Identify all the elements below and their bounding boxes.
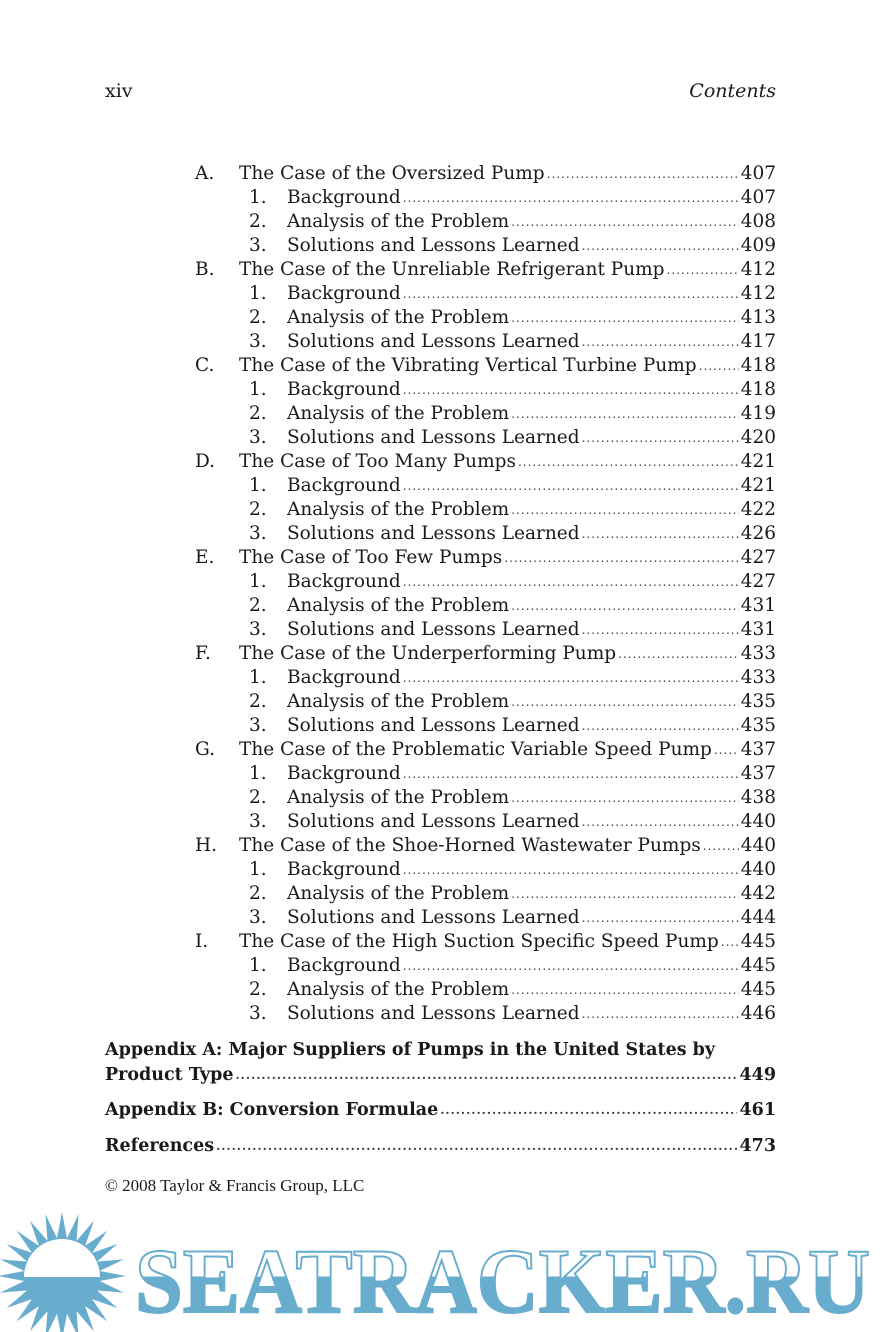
toc-subentry[interactable] xyxy=(287,282,776,306)
subsection-number: 3. xyxy=(249,811,267,832)
dot-leader xyxy=(509,690,739,714)
dot-leader xyxy=(401,474,739,498)
subsection-number: 1. xyxy=(249,379,267,400)
dot-leader xyxy=(401,954,739,978)
dot-leader xyxy=(712,738,739,762)
toc-subentry-title: Analysis of the Problem xyxy=(287,787,510,808)
toc-subentry-title: Background xyxy=(287,763,401,784)
toc-subentry-page: 431 xyxy=(740,595,776,616)
toc-subentry-page: 445 xyxy=(740,955,776,976)
toc-subentry-title: Solutions and Lessons Learned xyxy=(287,427,580,448)
toc-subentry-title: Solutions and Lessons Learned xyxy=(287,331,580,352)
dot-leader xyxy=(509,786,739,810)
toc-subentry-title: Analysis of the Problem xyxy=(287,403,510,424)
toc-subentry-title: Analysis of the Problem xyxy=(287,883,510,904)
toc-subentry-title: Solutions and Lessons Learned xyxy=(287,235,580,256)
dot-leader xyxy=(509,402,739,426)
toc-entry-title: The Case of Too Many Pumps xyxy=(239,451,516,472)
toc-subentry-page: 418 xyxy=(740,379,776,400)
toc-subentry-page: 435 xyxy=(740,691,776,712)
toc-subentry-title: Solutions and Lessons Learned xyxy=(287,907,580,928)
section-letter: C. xyxy=(195,355,215,376)
subsection-number: 1. xyxy=(249,571,267,592)
section-letter: A. xyxy=(195,163,215,184)
dot-leader xyxy=(580,714,739,738)
references-title: References xyxy=(105,1136,215,1156)
toc-subentry-page: 437 xyxy=(740,763,776,784)
copyright-footer: © 2008 Taylor & Francis Group, LLC xyxy=(105,1176,365,1195)
toc-subentry-page: 431 xyxy=(740,619,776,640)
toc-subentry-title: Background xyxy=(287,283,401,304)
subsection-number: 2. xyxy=(249,307,267,328)
toc-entry-title: The Case of Too Few Pumps xyxy=(239,547,503,568)
toc-subentry-page: 427 xyxy=(740,571,776,592)
toc-subentry-page: 433 xyxy=(740,667,776,688)
toc-subentry-page: 421 xyxy=(740,475,776,496)
toc-subentry[interactable] xyxy=(287,666,776,690)
toc-entry-title: The Case of the Problematic Variable Speed Pump xyxy=(239,739,712,760)
toc-entry-title: The Case of the Underperforming Pump xyxy=(239,643,617,664)
dot-leader xyxy=(509,978,739,1002)
toc-subentry[interactable] xyxy=(287,810,776,834)
toc-subentry-page: 442 xyxy=(740,883,776,904)
dot-leader xyxy=(233,1063,737,1087)
toc-subentry-page: 420 xyxy=(740,427,776,448)
dot-leader xyxy=(545,162,739,186)
toc-subentry-page: 445 xyxy=(740,979,776,1000)
subsection-number: 1. xyxy=(249,187,267,208)
dot-leader xyxy=(502,546,738,570)
toc-subentry-page: 408 xyxy=(740,211,776,232)
section-letter: B. xyxy=(195,259,215,280)
toc-subentry-page: 417 xyxy=(740,331,776,352)
subsection-number: 3. xyxy=(249,715,267,736)
dot-leader xyxy=(580,522,739,546)
appendix-a-page: 449 xyxy=(739,1065,776,1085)
section-letter: D. xyxy=(195,451,216,472)
dot-leader xyxy=(697,354,739,378)
toc-subentry[interactable] xyxy=(287,762,776,786)
toc-subentry-title: Analysis of the Problem xyxy=(287,307,510,328)
toc-entry-page: 412 xyxy=(740,259,776,280)
toc-entry-page: 421 xyxy=(740,451,776,472)
toc-subentry[interactable] xyxy=(287,330,776,354)
section-letter: G. xyxy=(195,739,215,760)
toc-subentry-title: Background xyxy=(287,187,401,208)
watermark-text: SEATRACKER.RU xyxy=(135,1230,870,1332)
toc-subentry-page: 407 xyxy=(740,187,776,208)
toc-subentry-page: 413 xyxy=(740,307,776,328)
dot-leader xyxy=(701,834,739,858)
toc-entry[interactable] xyxy=(239,354,776,378)
subsection-number: 3. xyxy=(249,427,267,448)
toc-subentry[interactable] xyxy=(287,858,776,882)
running-title: Contents xyxy=(689,80,776,102)
dot-leader xyxy=(580,618,739,642)
subsection-number: 3. xyxy=(249,1003,267,1024)
toc-subentry[interactable] xyxy=(287,1002,776,1026)
toc-subentry[interactable] xyxy=(287,234,776,258)
toc-subentry-title: Solutions and Lessons Learned xyxy=(287,523,580,544)
dot-leader xyxy=(580,330,739,354)
toc-subentry[interactable] xyxy=(287,210,776,234)
dot-leader xyxy=(580,426,739,450)
toc-subentry-title: Solutions and Lessons Learned xyxy=(287,715,580,736)
dot-leader xyxy=(509,306,739,330)
toc-entry[interactable] xyxy=(239,258,776,282)
toc-subentry[interactable] xyxy=(287,690,776,714)
dot-leader xyxy=(719,930,739,954)
dot-leader xyxy=(401,186,739,210)
subsection-number: 2. xyxy=(249,883,267,904)
appendix-a[interactable] xyxy=(105,1063,776,1087)
toc-subentry[interactable] xyxy=(287,714,776,738)
toc-subentry-title: Background xyxy=(287,667,401,688)
toc-entry[interactable] xyxy=(239,450,776,474)
dot-leader xyxy=(509,882,739,906)
toc-subentry[interactable] xyxy=(287,474,776,498)
toc-subentry[interactable] xyxy=(287,618,776,642)
toc-subentry-title: Analysis of the Problem xyxy=(287,499,510,520)
dot-leader xyxy=(401,858,739,882)
dot-leader xyxy=(401,762,739,786)
toc-subentry[interactable] xyxy=(287,786,776,810)
subsection-number: 1. xyxy=(249,667,267,688)
subsection-number: 3. xyxy=(249,619,267,640)
sun-icon xyxy=(0,1212,126,1332)
dot-leader xyxy=(509,210,739,234)
references-page: 473 xyxy=(739,1136,776,1156)
toc-subentry-page: 440 xyxy=(740,859,776,880)
toc-subentry-page: 446 xyxy=(740,1003,776,1024)
subsection-number: 2. xyxy=(249,691,267,712)
subsection-number: 1. xyxy=(249,763,267,784)
appendix-b[interactable] xyxy=(105,1098,776,1122)
toc-subentry-page: 422 xyxy=(740,499,776,520)
toc-subentry-title: Analysis of the Problem xyxy=(287,691,510,712)
toc-subentry-page: 419 xyxy=(740,403,776,424)
toc-subentry[interactable] xyxy=(287,978,776,1002)
appendix-a-line1: Appendix A: Major Suppliers of Pumps in the United States by xyxy=(105,1040,716,1060)
toc-subentry[interactable] xyxy=(287,882,776,906)
subsection-number: 1. xyxy=(249,955,267,976)
toc-entry-title: The Case of the Vibrating Vertical Turbine Pump xyxy=(239,355,697,376)
toc-subentry[interactable] xyxy=(287,594,776,618)
dot-leader xyxy=(580,810,739,834)
toc-subentry-title: Analysis of the Problem xyxy=(287,211,510,232)
toc-subentry-page: 438 xyxy=(740,787,776,808)
dot-leader xyxy=(509,498,739,522)
toc-subentry-title: Background xyxy=(287,571,401,592)
toc-entry-page: 407 xyxy=(740,163,776,184)
toc-entry-page: 427 xyxy=(740,547,776,568)
toc-subentry-title: Background xyxy=(287,859,401,880)
page-number: xiv xyxy=(105,80,133,102)
subsection-number: 2. xyxy=(249,499,267,520)
toc-entry-page: 437 xyxy=(740,739,776,760)
section-letter: F. xyxy=(195,643,211,664)
toc-entry[interactable] xyxy=(239,738,776,762)
toc-subentry[interactable] xyxy=(287,906,776,930)
dot-leader xyxy=(214,1134,737,1158)
toc-subentry[interactable] xyxy=(287,498,776,522)
toc-subentry[interactable] xyxy=(287,522,776,546)
toc-entry[interactable] xyxy=(239,930,776,954)
toc-entry[interactable] xyxy=(239,834,776,858)
dot-leader xyxy=(438,1098,737,1122)
dot-leader xyxy=(401,570,739,594)
subsection-number: 3. xyxy=(249,331,267,352)
subsection-number: 1. xyxy=(249,283,267,304)
subsection-number: 2. xyxy=(249,787,267,808)
toc-subentry-page: 426 xyxy=(740,523,776,544)
dot-leader xyxy=(665,258,739,282)
toc-subentry-title: Background xyxy=(287,379,401,400)
toc-subentry-page: 435 xyxy=(740,715,776,736)
subsection-number: 1. xyxy=(249,859,267,880)
section-letter: H. xyxy=(195,835,218,856)
toc-subentry-page: 412 xyxy=(740,283,776,304)
dot-leader xyxy=(580,906,739,930)
toc-subentry-title: Background xyxy=(287,475,401,496)
toc-subentry-title: Background xyxy=(287,955,401,976)
subsection-number: 2. xyxy=(249,211,267,232)
appendix-b-title: Appendix B: Conversion Formulae xyxy=(105,1100,439,1120)
toc-subentry[interactable] xyxy=(287,378,776,402)
toc-subentry-title: Solutions and Lessons Learned xyxy=(287,1003,580,1024)
toc-entry-title: The Case of the High Suction Specific Speed Pump xyxy=(239,931,719,952)
section-letter: E. xyxy=(195,547,215,568)
subsection-number: 3. xyxy=(249,523,267,544)
toc-entry-title: The Case of the Shoe-Horned Wastewater Pumps xyxy=(239,835,701,856)
toc-entry[interactable] xyxy=(239,162,776,186)
subsection-number: 2. xyxy=(249,403,267,424)
toc-subentry-title: Analysis of the Problem xyxy=(287,595,510,616)
appendix-a-title: Product Type xyxy=(105,1065,234,1085)
toc-subentry[interactable] xyxy=(287,186,776,210)
subsection-number: 2. xyxy=(249,595,267,616)
toc-subentry-title: Solutions and Lessons Learned xyxy=(287,811,580,832)
toc-subentry[interactable] xyxy=(287,570,776,594)
subsection-number: 2. xyxy=(249,979,267,1000)
toc-subentry-page: 409 xyxy=(740,235,776,256)
appendix-b-page: 461 xyxy=(739,1100,776,1120)
references[interactable] xyxy=(105,1134,776,1158)
toc-entry-title: The Case of the Oversized Pump xyxy=(239,163,545,184)
toc-subentry[interactable] xyxy=(287,306,776,330)
toc-entry[interactable] xyxy=(239,546,776,570)
subsection-number: 3. xyxy=(249,907,267,928)
toc-subentry-title: Solutions and Lessons Learned xyxy=(287,619,580,640)
dot-leader xyxy=(509,594,739,618)
watermark-logo xyxy=(0,1200,882,1332)
dot-leader xyxy=(401,378,739,402)
toc-subentry-page: 444 xyxy=(740,907,776,928)
dot-leader xyxy=(616,642,739,666)
dot-leader xyxy=(401,666,739,690)
toc-subentry[interactable] xyxy=(287,402,776,426)
section-letter: I. xyxy=(195,931,209,952)
dot-leader xyxy=(516,450,739,474)
toc-entry-page: 445 xyxy=(740,931,776,952)
toc-entry[interactable] xyxy=(239,642,776,666)
toc-entry-page: 433 xyxy=(740,643,776,664)
toc-subentry-page: 440 xyxy=(740,811,776,832)
toc-entry-title: The Case of the Unreliable Refrigerant Pump xyxy=(239,259,665,280)
subsection-number: 3. xyxy=(249,235,267,256)
dot-leader xyxy=(580,1002,739,1026)
toc-subentry[interactable] xyxy=(287,426,776,450)
toc-subentry-title: Analysis of the Problem xyxy=(287,979,510,1000)
toc-entry-page: 440 xyxy=(740,835,776,856)
dot-leader xyxy=(580,234,739,258)
toc-entry-page: 418 xyxy=(740,355,776,376)
dot-leader xyxy=(401,282,739,306)
subsection-number: 1. xyxy=(249,475,267,496)
toc-subentry[interactable] xyxy=(287,954,776,978)
